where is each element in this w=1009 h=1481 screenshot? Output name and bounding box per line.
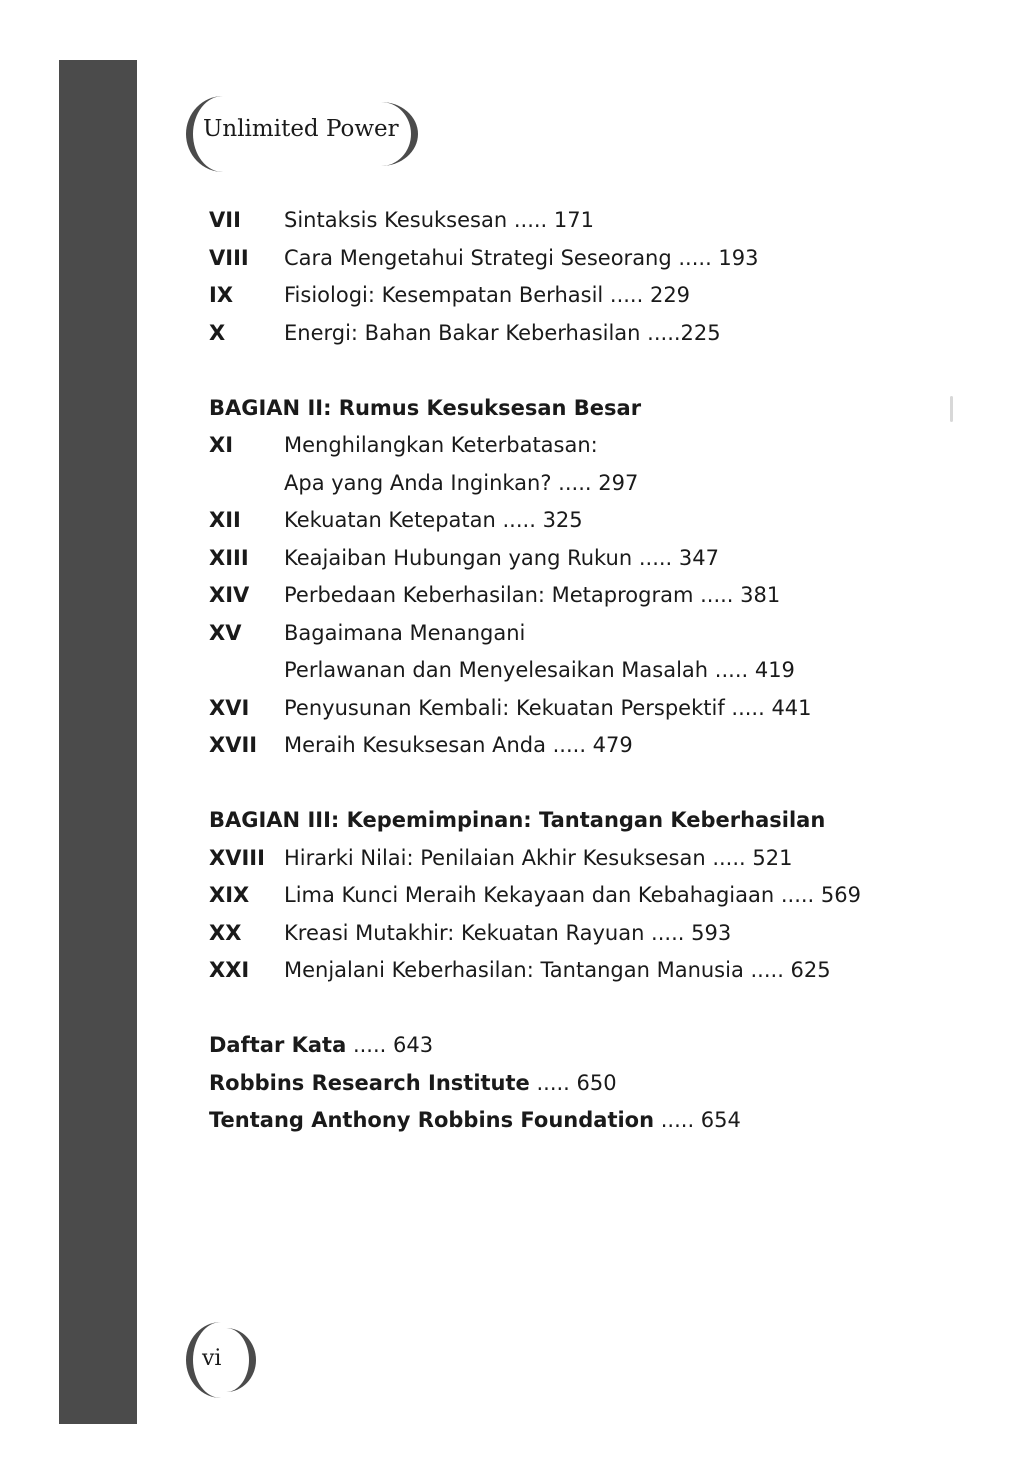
chapter-number: XIX bbox=[209, 883, 250, 907]
running-title: Unlimited Power bbox=[203, 116, 399, 142]
chapter-title: Menjalani Keberhasilan: Tantangan Manusia ..... 625 bbox=[284, 958, 831, 982]
chapter-title: Kekuatan Ketepatan ..... 325 bbox=[284, 508, 583, 532]
chapter-title: Lima Kunci Meraih Kekayaan dan Kebahagiaan ..... 569 bbox=[284, 883, 861, 907]
chapter-title: Penyusunan Kembali: Kekuatan Perspektif ..... 441 bbox=[284, 695, 812, 720]
chapter-number: X bbox=[209, 320, 226, 345]
back-matter-entry bbox=[209, 1027, 969, 1065]
chapter-number: XX bbox=[209, 920, 242, 945]
back-matter-page: ..... 654 bbox=[654, 1108, 741, 1132]
chapter-number: VIII bbox=[209, 245, 249, 270]
chapter-title: Meraih Kesuksesan Anda ..... 479 bbox=[284, 733, 633, 757]
toc-entry bbox=[209, 840, 969, 878]
toc-entry bbox=[209, 202, 969, 240]
chapter-number: XVII bbox=[209, 733, 258, 757]
chapter-title: Menghilangkan Keterbatasan: bbox=[284, 433, 598, 457]
chapter-title-line2: Perlawanan dan Menyelesaikan Masalah ..... 419 bbox=[284, 658, 795, 682]
back-matter-page: ..... 650 bbox=[529, 1070, 617, 1095]
chapter-title-line2: Apa yang Anda Inginkan? ..... 297 bbox=[284, 470, 639, 495]
chapter-number: XVIII bbox=[209, 845, 265, 870]
chapter-title: Hirarki Nilai: Penilaian Akhir Kesuksesan ..... 521 bbox=[284, 845, 793, 870]
back-matter-label: Daftar Kata bbox=[209, 1033, 347, 1057]
chapter-title: Energi: Bahan Bakar Keberhasilan .....225 bbox=[284, 320, 721, 345]
back-matter-label: Robbins Research Institute bbox=[209, 1070, 530, 1095]
toc-entry bbox=[209, 502, 969, 540]
chapter-number: XV bbox=[209, 620, 242, 645]
toc-entry bbox=[209, 577, 969, 615]
chapter-number: IX bbox=[209, 283, 234, 307]
toc-entry bbox=[209, 727, 969, 765]
chapter-number: XIV bbox=[209, 583, 250, 607]
chapter-title: Fisiologi: Kesempatan Berhasil ..... 229 bbox=[284, 283, 691, 307]
chapter-number: VII bbox=[209, 208, 241, 232]
toc-entry bbox=[209, 277, 969, 315]
chapter-title: Perbedaan Keberhasilan: Metaprogram ..... 381 bbox=[284, 583, 781, 607]
toc-entry-continuation bbox=[209, 652, 969, 690]
back-matter-entry bbox=[209, 1065, 969, 1103]
chapter-number: XII bbox=[209, 508, 241, 532]
chapter-title: Keajaiban Hubungan yang Rukun ..... 347 bbox=[284, 545, 719, 570]
back-matter-label: Tentang Anthony Robbins Foundation bbox=[209, 1108, 655, 1132]
back-matter-entry bbox=[209, 1102, 969, 1140]
chapter-title: Cara Mengetahui Strategi Seseorang ..... 193 bbox=[284, 245, 759, 270]
back-matter-page: ..... 643 bbox=[346, 1033, 434, 1057]
chapter-number: XIII bbox=[209, 545, 249, 570]
table-of-contents bbox=[209, 202, 969, 1140]
chapter-title: Bagaimana Menangani bbox=[284, 620, 526, 645]
part-heading: BAGIAN II: Rumus Kesuksesan Besar bbox=[209, 395, 642, 420]
toc-entry bbox=[209, 315, 969, 353]
chapter-title: Sintaksis Kesuksesan ..... 171 bbox=[284, 208, 594, 232]
toc-entry bbox=[209, 952, 969, 990]
part-heading: BAGIAN III: Kepemimpinan: Tantangan Keberhasilan bbox=[209, 808, 826, 832]
toc-entry bbox=[209, 915, 969, 953]
toc-entry-continuation bbox=[209, 465, 969, 503]
toc-entry bbox=[209, 615, 969, 653]
decorative-side-bar bbox=[59, 60, 137, 1424]
toc-entry bbox=[209, 540, 969, 578]
chapter-number: XI bbox=[209, 433, 234, 457]
toc-entry bbox=[209, 877, 969, 915]
toc-entry bbox=[209, 690, 969, 728]
page-number: vi bbox=[202, 1346, 222, 1371]
toc-entry bbox=[209, 240, 969, 278]
chapter-number: XVI bbox=[209, 695, 250, 720]
chapter-title: Kreasi Mutakhir: Kekuatan Rayuan ..... 593 bbox=[284, 920, 732, 945]
chapter-number: XXI bbox=[209, 958, 250, 982]
toc-entry bbox=[209, 427, 969, 465]
